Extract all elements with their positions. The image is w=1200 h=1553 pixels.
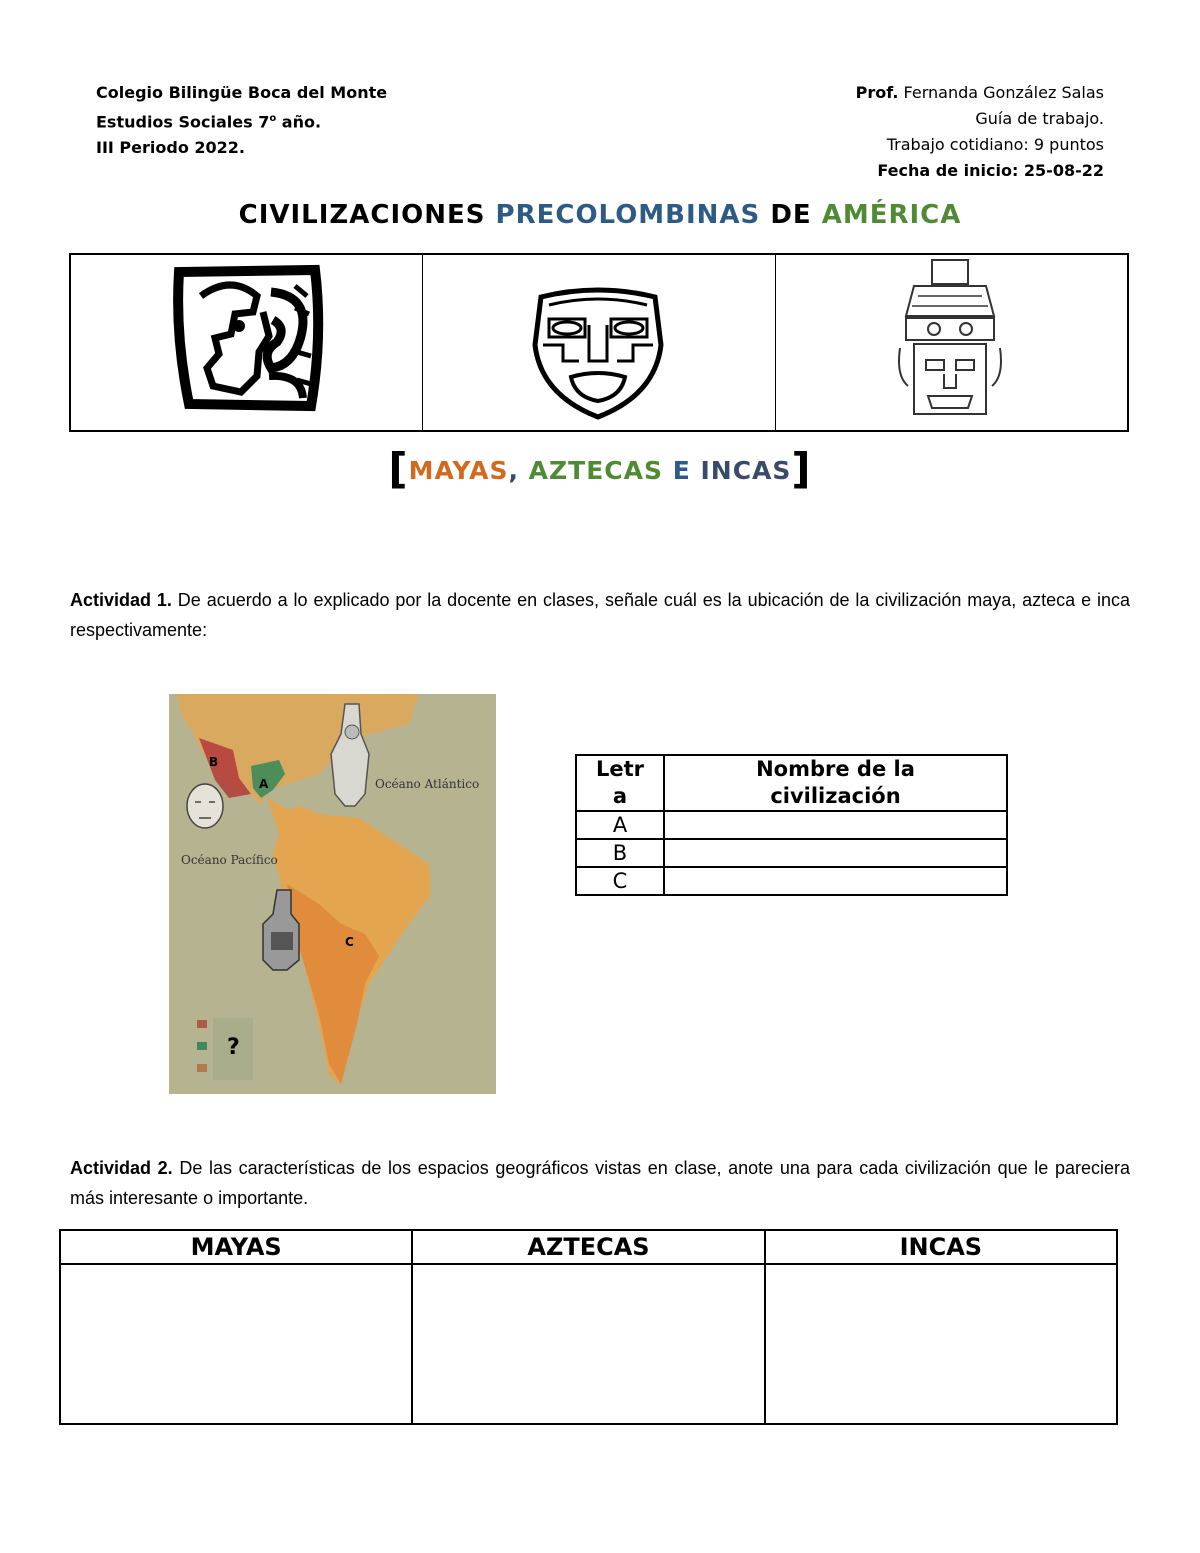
table-row — [576, 839, 1007, 867]
work-line: Trabajo cotidiano: 9 puntos — [886, 135, 1104, 154]
answer-cell-aztecas[interactable] — [412, 1264, 764, 1424]
activity-1 — [70, 585, 1130, 645]
col-incas: INCAS — [765, 1230, 1117, 1264]
image-cell-aztec — [423, 255, 775, 430]
image-table — [69, 253, 1129, 432]
legend-question-mark: ? — [227, 1035, 240, 1060]
table-row — [576, 811, 1007, 839]
col-aztecas: AZTECAS — [412, 1230, 764, 1264]
civilization-name-cell-b[interactable] — [664, 839, 1007, 867]
letter-table-header — [576, 755, 1007, 811]
activity-2 — [70, 1153, 1130, 1213]
activity-1-text: De acuerdo a lo explicado por la docente en clases, señale cuál es la ubicación de la civilización maya, azteca e inca respectivamente: — [70, 590, 1130, 640]
subtitle-e: E — [662, 456, 701, 485]
col1-line1: Letr — [595, 757, 645, 781]
image-cell-inca — [776, 255, 1127, 430]
school-name: Colegio Bilingüe Boca del Monte — [96, 83, 388, 102]
subject-end: año. — [276, 112, 322, 132]
subject-text: Estudios Sociales 7 — [96, 112, 270, 132]
subtitle — [0, 444, 1200, 493]
letter-table — [575, 754, 1008, 896]
period-line: III Periodo 2022. — [96, 138, 245, 158]
title-part-3: DE — [760, 200, 822, 230]
map-legend — [197, 1018, 253, 1080]
letter-column-header — [576, 755, 664, 811]
activity-2-label: Actividad 2. — [70, 1158, 173, 1178]
header-right — [856, 80, 1104, 184]
title-part-1: CIVILIZACIONES — [238, 200, 496, 230]
map-label-c: C — [345, 935, 354, 949]
header-left — [96, 80, 387, 161]
bracket-close: ] — [791, 444, 812, 493]
col2-line1: Nombre de la — [756, 757, 915, 781]
row-letter-b: B — [576, 839, 664, 867]
col2-line2: civilización — [770, 784, 901, 808]
professor-line — [856, 80, 1104, 106]
aztec-mask-icon — [523, 285, 673, 425]
row-letter-a: A — [576, 811, 664, 839]
civilization-table — [59, 1229, 1118, 1425]
map-label-a: A — [259, 777, 269, 791]
col-mayas: MAYAS — [60, 1230, 412, 1264]
ocean-atlantic-label: Océano Atlántico — [375, 777, 480, 791]
title-part-2: PRECOLOMBINAS — [495, 200, 761, 230]
guide-line: Guía de trabajo. — [975, 109, 1104, 128]
page-title — [0, 200, 1200, 230]
inca-totem-icon — [894, 256, 1006, 419]
mayan-glyph-icon — [161, 256, 331, 419]
row-letter-c: C — [576, 867, 664, 895]
subtitle-comma: , — [508, 456, 529, 485]
table-row — [576, 867, 1007, 895]
subtitle-aztecas: AZTECAS — [528, 456, 663, 485]
civ-table-answer-row — [60, 1264, 1117, 1424]
title-part-4: AMÉRICA — [821, 200, 962, 230]
col1-line2: a — [612, 784, 628, 808]
americas-map — [169, 694, 496, 1094]
subtitle-mayas: MAYAS — [408, 456, 509, 485]
activity-2-text: De las características de los espacios geográficos vistas en clase, anote una para cada civilización que le pareciera más interesante o importante. — [70, 1158, 1130, 1208]
map-label-b: B — [209, 755, 219, 769]
prof-label: Prof. — [855, 83, 899, 102]
answer-cell-mayas[interactable] — [60, 1264, 412, 1424]
civilization-name-cell-c[interactable] — [664, 867, 1007, 895]
ocean-pacific-label: Océano Pacífico — [181, 853, 278, 867]
olmec-head-icon — [187, 784, 223, 828]
subtitle-incas: INCAS — [700, 456, 792, 485]
name-column-header — [664, 755, 1007, 811]
civilization-name-cell-a[interactable] — [664, 811, 1007, 839]
bracket-open: [ — [388, 444, 409, 493]
answer-cell-incas[interactable] — [765, 1264, 1117, 1424]
start-date-line: Fecha de inicio: 25-08-22 — [877, 161, 1104, 180]
image-cell-mayan — [71, 255, 423, 430]
civ-table-header — [60, 1230, 1117, 1264]
subject-sup: o — [269, 113, 277, 124]
prof-name: Fernanda González Salas — [898, 83, 1104, 102]
subject-line — [96, 106, 387, 135]
activity-1-label: Actividad 1. — [70, 590, 172, 610]
